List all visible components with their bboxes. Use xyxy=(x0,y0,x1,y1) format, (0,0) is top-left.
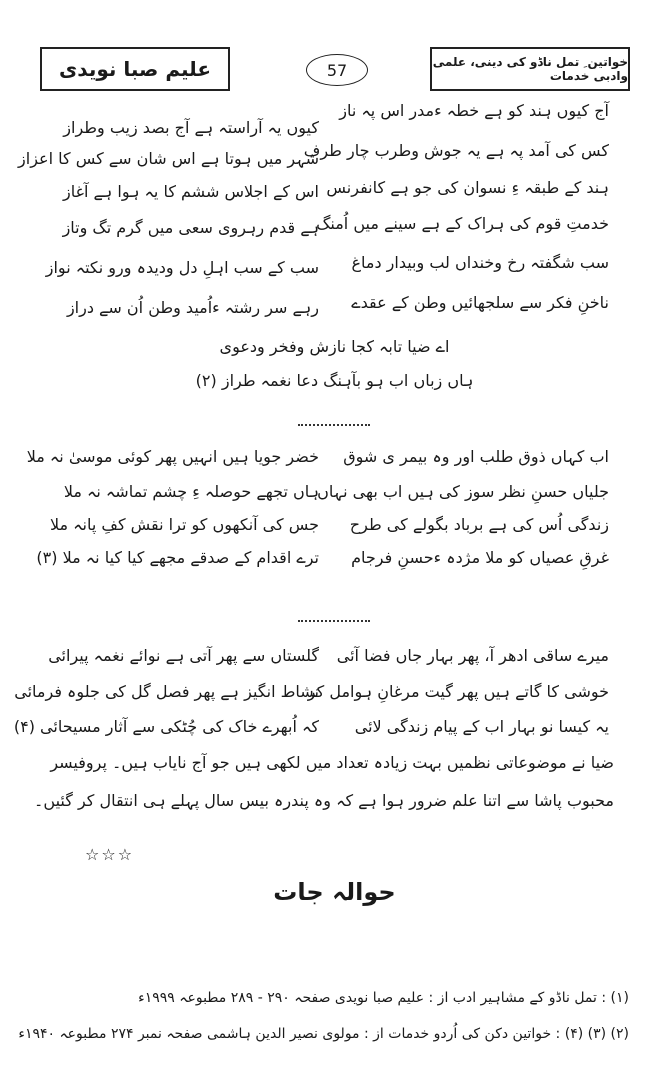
verse-line: زندگی اُس کی ہے برباد بگولے کی طرح xyxy=(349,515,609,534)
verse-line: سب کے سب اہلِ دل ودیدہ ورو نکتہ نواز xyxy=(45,258,319,277)
page-number-oval xyxy=(306,54,368,86)
verse-line: گلستاں سے پھر آتی ہے نوائے نغمہ پیرائی xyxy=(48,646,319,665)
references-heading: حوالہ جات xyxy=(273,878,396,906)
section-stars: ☆☆☆ xyxy=(85,845,135,864)
verse-line: اب کہاں ذوق طلب اور وہ بیمر ی شوق xyxy=(343,447,609,466)
verse-line: خضر جویا ہیں انہیں پھر کوئی موسیٰ نہ ملا xyxy=(26,447,319,466)
verse-line: ترے اقدام کے صدقے مجھے کیا کیا نہ ملا (۳) xyxy=(36,548,319,567)
verse-line: میرے ساقی ادھر آ، پھر بہار جاں فضا آئی xyxy=(336,646,609,665)
reference-item: (۲) (۳) (۴) : خواتین دکن کی اُردو خدمات از : مولوی نصیر الدین ہاشمی صفحہ نمبر ۲۷۴ مطبوعہ ۱۹۴۰ء xyxy=(18,1026,629,1042)
running-title: خواتین ِ تمل ناڈو کی دینی، علمی وادبی خدمات xyxy=(432,55,628,83)
verse-line: ہے قدم رہروی سعی میں گرم تگ وتاز xyxy=(62,218,319,237)
verse-line: خدمتِ قوم کی ہراک کے ہے سینے میں اُمنگ xyxy=(316,214,609,233)
author-name-box xyxy=(40,47,230,91)
verse-line: خوشی کا گاتے ہیں پھر گیت مرغانِ ہوامل کر xyxy=(307,682,609,701)
reference-item: (۱) : تمل ناڈو کے مشاہیر ادب از : علیم صبا نویدی صفحہ ۲۹۰ - ۲۸۹ مطبوعہ ۱۹۹۹ء xyxy=(138,990,629,1006)
verse-line: آج کیوں ہند کو ہے خطہ ءمدر اس پہ ناز xyxy=(339,101,609,120)
verse-line: رہے سر رشتہ ءاُمید وطن اُن سے دراز xyxy=(66,298,319,317)
verse-closing-line: ہاں زباں اب ہو بآہنگ دعا نغمہ طراز (۲) xyxy=(195,371,474,390)
verse-line: شہر میں ہوتا ہے اس شان سے کس کا اعزاز xyxy=(18,149,319,168)
verse-line: جس کی آنکھوں کو ترا نقش کفِ پانہ ملا xyxy=(49,515,319,534)
author-name: علیم صبا نویدی xyxy=(58,57,212,81)
verse-line: ناخنِ فکر سے سلجھائیں وطن کے عقدے xyxy=(351,293,609,312)
verse-line: یہ کیسا نو بہار اب کے پیام زندگی لائی xyxy=(354,717,609,736)
prose-line: محبوب پاشا سے اتنا علم ضرور ہوا ہے کہ وہ پندرہ بیس سال پہلے ہی انتقال کر گئیں۔ xyxy=(34,791,614,810)
section-separator xyxy=(298,620,370,622)
verse-closing-line: اے ضیا تابہ کجا نازش وفخر ودعوی xyxy=(219,337,450,356)
verse-line: سب شگفتہ رخ وخنداں لب وبیدار دماغ xyxy=(351,253,609,272)
verse-line: غرقِ عصیاں کو ملا مژدہ ءحسنِ فرجام xyxy=(351,548,609,567)
verse-line: کیوں یہ آراستہ ہے آج بصد زیب وطراز xyxy=(63,118,319,137)
verse-line: جلیاں حسنِ نظر سوز کی ہیں اب بھی نہاں xyxy=(317,482,609,501)
running-title-box xyxy=(430,47,630,91)
page-number: 57 xyxy=(326,60,348,80)
verse-line: کس کی آمد پہ ہے یہ جوش وطرب چار طرف xyxy=(303,141,609,160)
verse-line: نشاط انگیز ہے پھر فصل گل کی جلوہ فرمائی xyxy=(14,682,319,701)
verse-line: ہند کے طبقہ ءِ نسوان کی جو ہے کانفرنس xyxy=(326,178,609,197)
verse-line: ہاں تجھے حوصلہ ءِ چشم تماشہ نہ ملا xyxy=(63,482,319,501)
section-separator xyxy=(298,424,370,426)
verse-line: کہ اُبھرے خاک کی چُٹکی سے آثار مسیحائی (۴) xyxy=(13,717,319,736)
prose-line: ضیا نے موضوعاتی نظمیں بہت زیادہ تعداد میں لکھی ہیں جو آج نایاب ہیں۔ پروفیسر xyxy=(50,753,614,772)
verse-line: اس کے اجلاس ششم کا یہ ہوا ہے آغاز xyxy=(63,182,319,201)
